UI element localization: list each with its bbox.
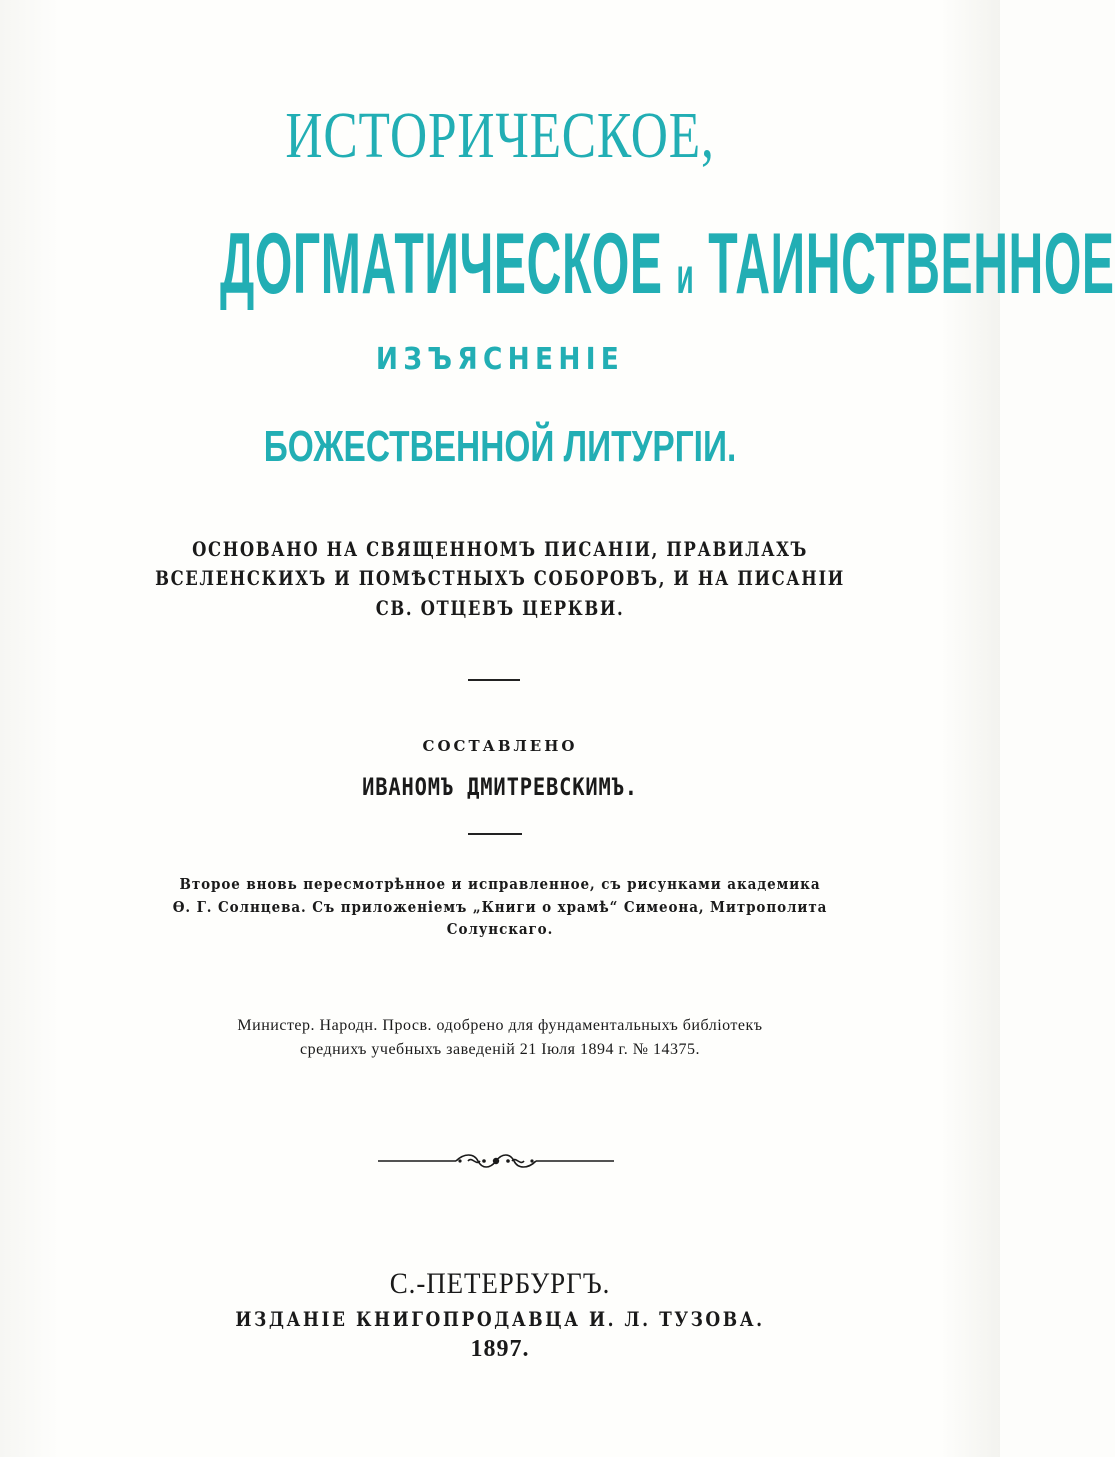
author-name: ИВАНОМЪ ДМИТРЕВСКИМЪ. — [362, 773, 638, 801]
title-line-liturgy: БОЖЕСТВЕННОЙ ЛИТУРГІИ. — [263, 422, 737, 471]
approval-line-2: среднихъ учебныхъ заведеній 21 Іюля 1894 г. № 14375. — [299, 1041, 701, 1058]
imprint-city: С.-ПЕТЕРБУРГЪ. — [389, 1267, 611, 1300]
approval-line-1: Министер. Народн. Просв. одобрено для фундаментальныхъ библіотекъ — [237, 1017, 763, 1034]
compiled-label: СОСТАВЛЕНО — [422, 737, 578, 755]
edition-line-1: Второе вновь пересмотрѣнное и исправленное, съ рисунками академика — [179, 875, 821, 893]
title-word-mystical: ТАИНСТВЕННОЕ — [708, 216, 1115, 312]
title-conjunction: и — [676, 248, 695, 304]
edition-line-2: Ѳ. Г. Солнцева. Съ приложеніемъ „Книги о храмѣ“ Симеона, Митрополита — [172, 898, 828, 916]
basis-line-3: СВ. ОТЦЕВЪ ЦЕРКВИ. — [375, 596, 625, 620]
ornament-divider — [376, 1150, 616, 1172]
imprint-publisher: ИЗДАНІЕ КНИГОПРОДАВЦА И. Л. ТУЗОВА. — [235, 1307, 765, 1331]
title-line-dogmatic — [220, 215, 1115, 314]
divider-rule-2 — [468, 833, 522, 835]
divider-rule-1 — [468, 679, 520, 681]
title-line-explanation: ИЗЪЯСНЕНІЕ — [375, 342, 625, 377]
title-line-historical: ИСТОРИЧЕСКОЕ, — [285, 99, 715, 172]
title-word-dogmatic: ДОГМАТИЧЕСКОЕ — [220, 216, 663, 312]
imprint-year: 1897. — [470, 1336, 530, 1362]
basis-line-2: ВСЕЛЕНСКИХЪ И ПОМѢСТНЫХЪ СОБОРОВЪ, И НА ПИСАНІИ — [155, 566, 845, 590]
basis-line-1: ОСНОВАНО НА СВЯЩЕННОМЪ ПИСАНІИ, ПРАВИЛАХЪ — [192, 537, 808, 561]
edition-line-3: Солунскаго. — [446, 920, 554, 938]
